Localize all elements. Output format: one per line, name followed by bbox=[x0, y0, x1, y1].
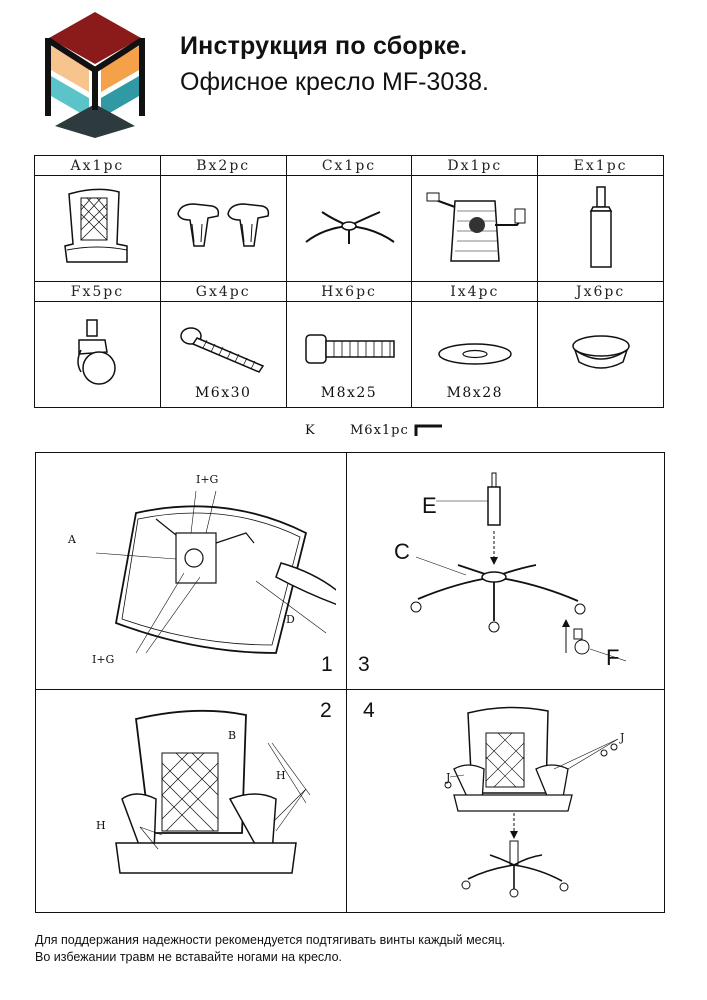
seat-backrest-drawing bbox=[47, 184, 147, 274]
part-image-d bbox=[412, 176, 538, 282]
step1-number: 1 bbox=[321, 653, 333, 676]
part-label-j: Jx6pc bbox=[538, 282, 664, 302]
part-label-c: Cx1pc bbox=[286, 156, 412, 176]
step3-label-e: E bbox=[422, 493, 437, 518]
part-label-h: Hx6pc bbox=[286, 282, 412, 302]
bolt-m6-drawing bbox=[173, 316, 273, 386]
document-title: Инструкция по сборке. bbox=[180, 32, 468, 60]
footer-notes bbox=[35, 932, 505, 966]
part-image-j bbox=[538, 302, 664, 408]
step2-number: 2 bbox=[320, 699, 332, 722]
step3-number: 3 bbox=[358, 653, 370, 676]
tool-spec: M6x1pc bbox=[350, 423, 409, 438]
washer-spec-i: M8x28 bbox=[446, 385, 504, 401]
footer-line-2: Во избежании травм не вставайте ногами на кресло. bbox=[35, 950, 343, 964]
gas-lift-drawing bbox=[571, 181, 631, 276]
step1-label-ig-top: I+G bbox=[196, 473, 219, 486]
parts-table bbox=[34, 155, 664, 408]
mechanism-drawing bbox=[415, 181, 535, 276]
step2-drawing bbox=[96, 703, 336, 903]
part-image-i bbox=[412, 302, 538, 408]
step1-label-ig-bottom: I+G bbox=[92, 653, 115, 666]
part-label-b: Bx2pc bbox=[160, 156, 286, 176]
cap-drawing bbox=[561, 320, 641, 390]
part-image-g bbox=[160, 302, 286, 408]
step1-label-a: A bbox=[68, 533, 76, 546]
step4-number: 4 bbox=[363, 699, 375, 722]
bolt-spec-g: M6x30 bbox=[194, 385, 252, 401]
hex-key-icon bbox=[414, 424, 444, 436]
part-image-f bbox=[35, 302, 161, 408]
part-label-g: Gx4pc bbox=[160, 282, 286, 302]
bolt-spec-h: M8x25 bbox=[320, 385, 378, 401]
steps-horizontal-divider bbox=[36, 689, 664, 690]
step2-label-h-right: H bbox=[276, 769, 286, 782]
assembly-steps bbox=[35, 452, 665, 913]
step4-drawing bbox=[428, 703, 628, 903]
washer-drawing bbox=[425, 322, 525, 382]
document-subtitle: Офисное кресло MF-3038. bbox=[180, 68, 489, 96]
part-label-d: Dx1pc bbox=[412, 156, 538, 176]
tool-label: K bbox=[305, 423, 316, 438]
part-image-b bbox=[160, 176, 286, 282]
step3-label-f: F bbox=[606, 645, 620, 670]
brand-logo bbox=[45, 10, 145, 140]
footer-line-1: Для поддержания надежности рекомендуется подтягивать винты каждый месяц. bbox=[35, 933, 506, 947]
part-image-h bbox=[286, 302, 412, 408]
step1-drawing bbox=[76, 473, 336, 683]
part-image-e bbox=[538, 176, 664, 282]
part-label-f: Fx5pc bbox=[35, 282, 161, 302]
part-label-i: Ix4pc bbox=[412, 282, 538, 302]
armrest-drawing bbox=[168, 184, 278, 274]
step1-label-d: D bbox=[286, 613, 295, 626]
tool-line bbox=[305, 423, 444, 438]
step2-label-b: B bbox=[228, 729, 237, 742]
caster-drawing bbox=[57, 310, 137, 400]
bolt-m8-drawing bbox=[294, 321, 404, 381]
chair-base-drawing bbox=[294, 184, 404, 274]
step4-label-j-right: J bbox=[620, 731, 625, 744]
part-label-e: Ex1pc bbox=[538, 156, 664, 176]
part-image-a bbox=[35, 176, 161, 282]
step2-label-h-left: H bbox=[96, 819, 106, 832]
step4-label-j-left: J bbox=[446, 771, 451, 784]
part-label-a: Ax1pc bbox=[35, 156, 161, 176]
part-image-c bbox=[286, 176, 412, 282]
step3-label-c: C bbox=[394, 539, 410, 564]
steps-vertical-divider bbox=[346, 453, 347, 912]
